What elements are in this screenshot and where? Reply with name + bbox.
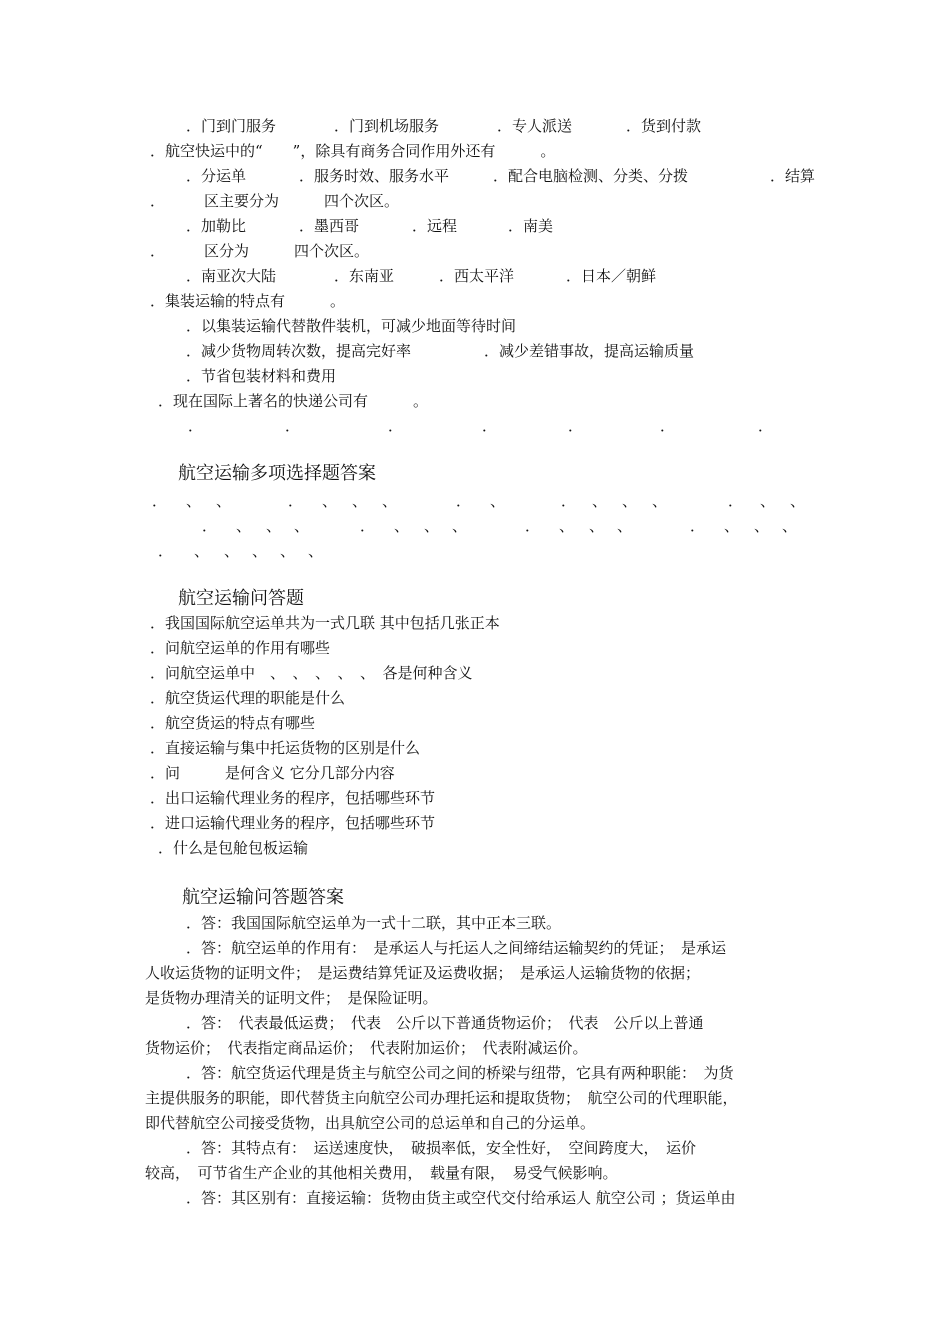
answer-paragraph-line: 较高， 可节省生产企业的其他相关费用， 载量有限， 易受气候影响。 bbox=[145, 1164, 618, 1182]
answer-paragraph-line: 主提供服务的职能，即代替货主向航空公司办理托运和提取货物； 航空公司的代理职能， bbox=[145, 1089, 738, 1107]
answer-mark: ． bbox=[561, 492, 577, 510]
option-a: ． bbox=[188, 417, 204, 435]
question-number: ． bbox=[150, 192, 166, 210]
qa-item: ．进口运输代理业务的程序，包括哪些环节 bbox=[150, 814, 436, 832]
answer-mark: 、 bbox=[394, 517, 410, 535]
answer-mark: 、 bbox=[352, 492, 368, 510]
answer-mark: ． bbox=[690, 517, 706, 535]
option-d: ．货到付款 bbox=[626, 117, 702, 135]
answer-mark: 、 bbox=[754, 517, 770, 535]
option-b: ．减少货物周转次数，提高完好率 bbox=[186, 342, 412, 360]
option-a: ．分运单 bbox=[186, 167, 247, 185]
answer-paragraph-line: 人收运货物的证明文件； 是运费结算凭证及运费收据； 是承运人运输货物的依据； bbox=[145, 964, 701, 982]
qa-item: ．航空货运的特点有哪些 bbox=[150, 714, 316, 732]
answer-mark: ． bbox=[456, 492, 472, 510]
answer-paragraph-line: 货物运价； 代表指定商品运价； 代表附加运价； 代表附减运价。 bbox=[145, 1039, 588, 1057]
answer-mark: ． bbox=[360, 517, 376, 535]
answer-mark: 、 bbox=[294, 517, 310, 535]
question-stem: 区主要分为 四个次区。 bbox=[204, 192, 400, 210]
section-title: 航空运输问答题 bbox=[178, 588, 304, 609]
answer-mark: 、 bbox=[236, 517, 252, 535]
answer-mark: 、 bbox=[490, 492, 506, 510]
answer-mark: ． bbox=[152, 492, 168, 510]
qa-item: ．问 是何含义 它分几部分内容 bbox=[150, 764, 395, 782]
qa-item: ．问航空运单中 、 、 、 、 、 各是何种含义 bbox=[150, 664, 473, 682]
answer-mark: 、 bbox=[224, 542, 240, 560]
answer-mark: 、 bbox=[760, 492, 776, 510]
answer-mark: ． bbox=[728, 492, 744, 510]
option-f: ． bbox=[660, 417, 676, 435]
qa-item: ．问航空运单的作用有哪些 bbox=[150, 639, 331, 657]
answer-mark: 、 bbox=[652, 492, 668, 510]
question-stem: ．现在国际上著名的快递公司有 。 bbox=[158, 392, 429, 410]
option-d: ．南美 bbox=[508, 217, 554, 235]
answer-paragraph: ．答：航空货运代理是货主与航空公司之间的桥梁与纽带，它具有两种职能： 为货 bbox=[186, 1064, 734, 1082]
option-b: ．墨西哥 bbox=[299, 217, 360, 235]
option-c: ．配合电脑检测、分类、分拨 bbox=[493, 167, 689, 185]
answer-mark: ． bbox=[525, 517, 541, 535]
answer-mark: 、 bbox=[559, 517, 575, 535]
answer-mark: 、 bbox=[782, 517, 798, 535]
qa-item: ．出口运输代理业务的程序，包括哪些环节 bbox=[150, 789, 436, 807]
answer-paragraph: ．答：其区别有：直接运输：货物由货主或空代交付给承运人 航空公司 ；货运单由 bbox=[186, 1189, 736, 1207]
answer-mark: ． bbox=[158, 542, 174, 560]
section-title: 航空运输问答题答案 bbox=[182, 887, 344, 908]
option-e: ． bbox=[568, 417, 584, 435]
option-d: ． bbox=[482, 417, 498, 435]
option-c: ． bbox=[388, 417, 404, 435]
qa-item: ．我国国际航空运单共为一式几联 其中包括几张正本 bbox=[150, 614, 500, 632]
option-g: ． bbox=[758, 417, 774, 435]
question-number: ． bbox=[150, 242, 166, 260]
answer-paragraph: ．答：航空运单的作用有： 是承运人与托运人之间缔结运输契约的凭证； 是承运 bbox=[186, 939, 727, 957]
answer-paragraph: ．答：其特点有： 运送速度快， 破损率低，安全性好， 空间跨度大， 运价 bbox=[186, 1139, 697, 1157]
answer-mark: ． bbox=[288, 492, 304, 510]
answer-mark: 、 bbox=[322, 492, 338, 510]
answer-paragraph-line: 是货物办理清关的证明文件； 是保险证明。 bbox=[145, 989, 438, 1007]
option-b: ．东南亚 bbox=[334, 267, 395, 285]
option-d: ．节省包装材料和费用 bbox=[186, 367, 337, 385]
qa-item: ．直接运输与集中托运货物的区别是什么 bbox=[150, 739, 421, 757]
option-a: ．南亚次大陆 bbox=[186, 267, 277, 285]
option-b: ．门到机场服务 bbox=[334, 117, 440, 135]
qa-item: ．航空货运代理的职能是什么 bbox=[150, 689, 346, 707]
answer-mark: 、 bbox=[252, 542, 268, 560]
answer-mark: 、 bbox=[280, 542, 296, 560]
option-c: ．西太平洋 bbox=[439, 267, 515, 285]
answer-mark: 、 bbox=[622, 492, 638, 510]
option-a: ．以集装运输代替散件装机，可减少地面等待时间 bbox=[186, 317, 517, 335]
question-stem: 区分为 四个次区。 bbox=[204, 242, 370, 260]
option-a: ．加勒比 bbox=[186, 217, 247, 235]
answer-mark: 、 bbox=[194, 542, 210, 560]
answer-mark: 、 bbox=[592, 492, 608, 510]
option-c: ．减少差错事故，提高运输质量 bbox=[484, 342, 695, 360]
answer-mark: 、 bbox=[617, 517, 633, 535]
answer-paragraph-line: 即代替航空公司接受货物，出具航空公司的总运单和自己的分运单。 bbox=[145, 1114, 596, 1132]
section-title: 航空运输多项选择题答案 bbox=[178, 463, 376, 484]
option-b: ．服务时效、服务水平 bbox=[299, 167, 450, 185]
answer-mark: 、 bbox=[790, 492, 806, 510]
answer-mark: 、 bbox=[308, 542, 324, 560]
option-c: ．远程 bbox=[412, 217, 458, 235]
answer-mark: 、 bbox=[724, 517, 740, 535]
option-c: ．专人派送 bbox=[497, 117, 573, 135]
answer-mark: 、 bbox=[266, 517, 282, 535]
question-stem: ．航空快运中的“ ”，除具有商务合同作用外还有 。 bbox=[150, 142, 556, 160]
answer-paragraph: ．答： 代表最低运费； 代表 公斤以下普通货物运价； 代表 公斤以上普通 bbox=[186, 1014, 704, 1032]
answer-paragraph: ．答：我国国际航空运单为一式十二联，其中正本三联。 bbox=[186, 914, 562, 932]
option-d: ．结算 bbox=[770, 167, 816, 185]
answer-mark: 、 bbox=[186, 492, 202, 510]
answer-mark: 、 bbox=[382, 492, 398, 510]
answer-mark: 、 bbox=[452, 517, 468, 535]
answer-mark: ． bbox=[202, 517, 218, 535]
answer-mark: 、 bbox=[589, 517, 605, 535]
option-d: ．日本／朝鲜 bbox=[566, 267, 657, 285]
answer-mark: 、 bbox=[216, 492, 232, 510]
question-stem: ．集装运输的特点有 。 bbox=[150, 292, 346, 310]
option-b: ． bbox=[285, 417, 301, 435]
answer-mark: 、 bbox=[424, 517, 440, 535]
option-a: ．门到门服务 bbox=[186, 117, 277, 135]
qa-item: ．什么是包舱包板运输 bbox=[158, 839, 309, 857]
